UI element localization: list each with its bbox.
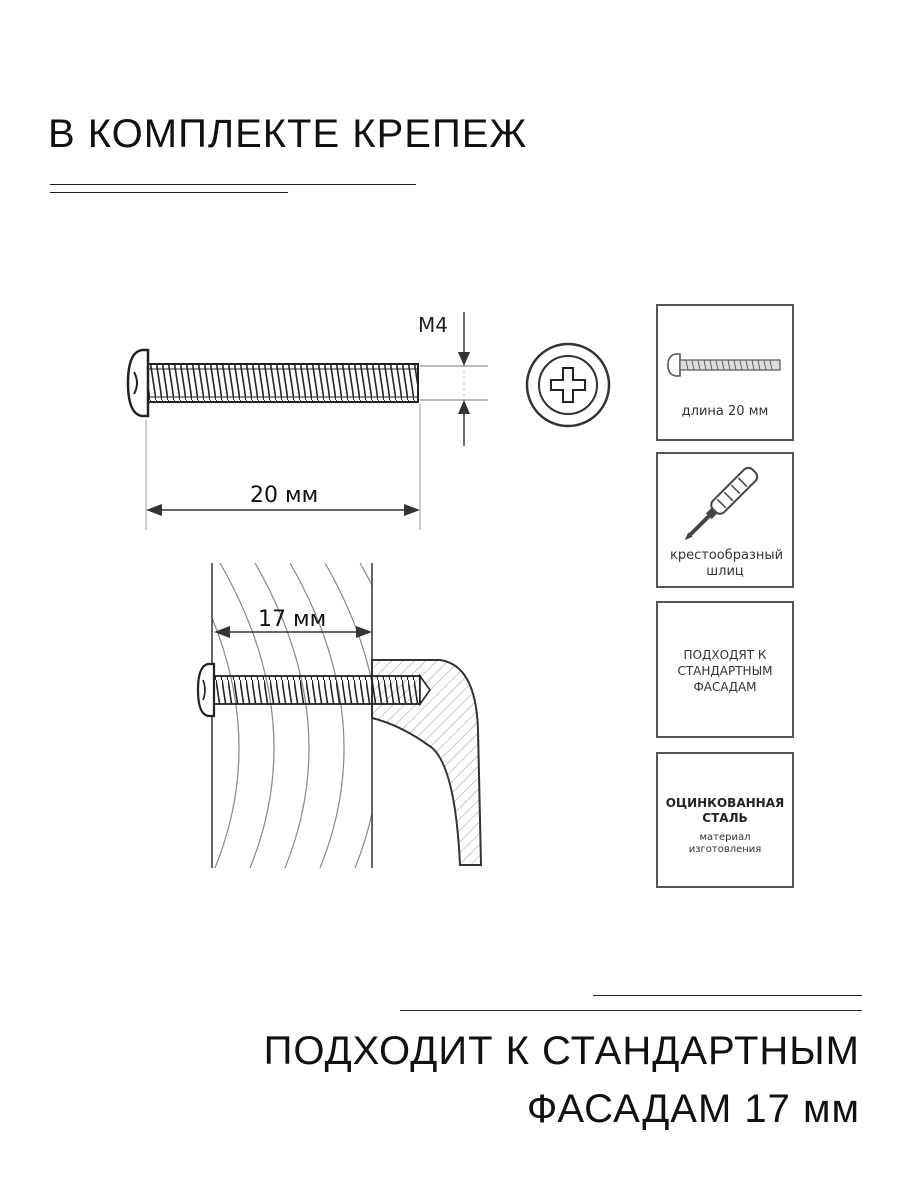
caption-rule-long bbox=[400, 1010, 862, 1011]
bottom-caption bbox=[264, 1022, 860, 1138]
card-length-label: длина 20 мм bbox=[681, 404, 769, 419]
caption-line-2: ФАСАДАМ 17 мм bbox=[526, 1087, 860, 1131]
thread-label: M4 bbox=[418, 313, 448, 337]
facade-label: 17 мм bbox=[258, 607, 327, 632]
card-material bbox=[656, 752, 794, 888]
caption-line-1: ПОДХОДИТ К СТАНДАРТНЫМ bbox=[263, 1029, 860, 1073]
caption-rule-short bbox=[593, 995, 862, 996]
screw-side-view bbox=[128, 350, 418, 416]
card-slot bbox=[656, 452, 794, 588]
page-title: В КОМПЛЕКТЕ КРЕПЕЖ bbox=[48, 112, 528, 156]
card-slot-label: крестообразный шлиц bbox=[670, 548, 784, 579]
card-length bbox=[656, 304, 794, 441]
card-fit-label: ПОДХОДЯТ К СТАНДАРТНЫМ ФАСАДАМ bbox=[677, 648, 773, 694]
length-label: 20 мм bbox=[250, 483, 319, 508]
screwdriver-icon bbox=[658, 458, 792, 542]
length-dimension bbox=[146, 404, 420, 530]
card-material-title: ОЦИНКОВАННАЯ СТАЛЬ bbox=[665, 796, 785, 825]
card-material-subtitle: материал изготовления bbox=[688, 832, 762, 855]
phillips-head-icon bbox=[527, 344, 609, 426]
screw-icon bbox=[658, 326, 792, 386]
thread-dimension bbox=[418, 312, 488, 446]
card-fit bbox=[656, 601, 794, 738]
facade-dimension bbox=[214, 607, 372, 638]
